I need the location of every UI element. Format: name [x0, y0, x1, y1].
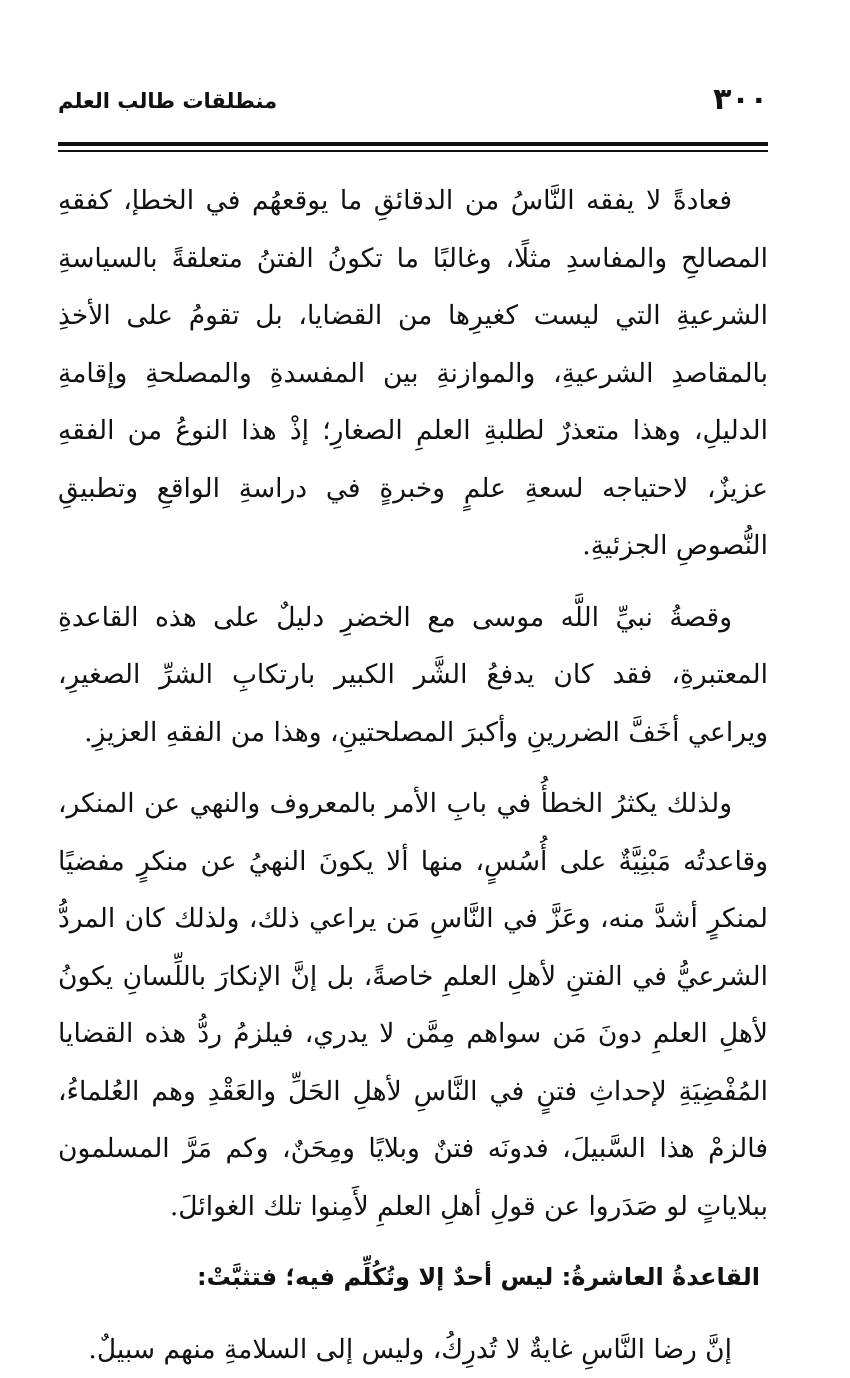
page-body [58, 172, 768, 1378]
header-rule-thick [58, 142, 768, 146]
body-paragraph: وقصةُ نبيِّ اللَّه موسى مع الخضرِ دليلٌ على هذه القاعدةِ المعتبرةِ، فقد كان يدفعُ الشَّر الكبير بارتكابِ الشرِّ الصغيرِ، ويراعي أخَفَّ الضررينِ وأكبرَ المصلحتينِ، وهذا من الفقهِ العزيزِ. [58, 589, 768, 762]
body-paragraph: ولذلك يكثرُ الخطأُ في بابِ الأمر بالمعروف والنهي عن المنكر، وقاعدتُه مَبْنِيَّةٌ على أُسُسٍ، منها ألا يكونَ النهيُ عن منكرٍ مفضيًا لمنكرٍ أشدَّ منه، وعَزَّ في النَّاسِ مَن يراعي ذلك، ولذلك كان المردُّ الشرعيُّ في الفتنِ لأهلِ العلمِ خاصةً، بل إنَّ الإنكارَ باللِّسانِ يكونُ لأهلِ العلمِ دونَ مَن سواهم مِمَّن لا يدري، فيلزمُ ردُّ هذه القضايا المُفْضِيَةِ لإحداثِ فتنٍ في النَّاسِ لأهلِ الحَلِّ والعَقْدِ وهم العُلماءُ، فالزمْ هذا السَّبيلَ، فدونَه فتنٌ وبلايًا ومِحَنٌ، وكم مَرَّ المسلمون ببلاياتٍ لو صَدَروا عن قولِ أهلِ العلمِ لأَمِنوا تلك الغوائلَ. [58, 775, 768, 1235]
section-heading: القاعدةُ العاشرةُ: ليس أحدٌ إلا وتُكُلِّم فيه؛ فتثبَّتْ: [58, 1249, 768, 1307]
body-paragraph: فعادةً لا يفقه النَّاسُ من الدقائقِ ما يوقعهُم في الخطإ، كفقهِ المصالحِ والمفاسدِ مثلًا، وغالبًا ما تكونُ الفتنُ متعلقةً بالسياسةِ الشرعيةِ التي ليست كغيرِها من القضايا، بل تقومُ على الأخذِ بالمقاصدِ الشرعيةِ، والموازنةِ بين المفسدةِ والمصلحةِ وإقامةِ الدليلِ، وهذا متعذرٌ لطلبةِ العلمِ الصغارِ؛ إذْ هذا النوعُ من الفقهِ عزيزٌ، لاحتياجه لسعةِ علمٍ وخبرةٍ في دراسةِ الواقعِ وتطبيقِ النُّصوصِ الجزئيةِ. [58, 172, 768, 575]
header-rule-thin [58, 150, 768, 152]
running-title: منطلقات طالب العلم [58, 86, 277, 116]
body-paragraph: إنَّ رضا النَّاسِ غايةٌ لا تُدرِكُ، وليس إلى السلامةِ منهم سبيلٌ. [58, 1321, 768, 1378]
page-header [58, 82, 768, 122]
page-number: ٣٠٠ [713, 82, 768, 118]
